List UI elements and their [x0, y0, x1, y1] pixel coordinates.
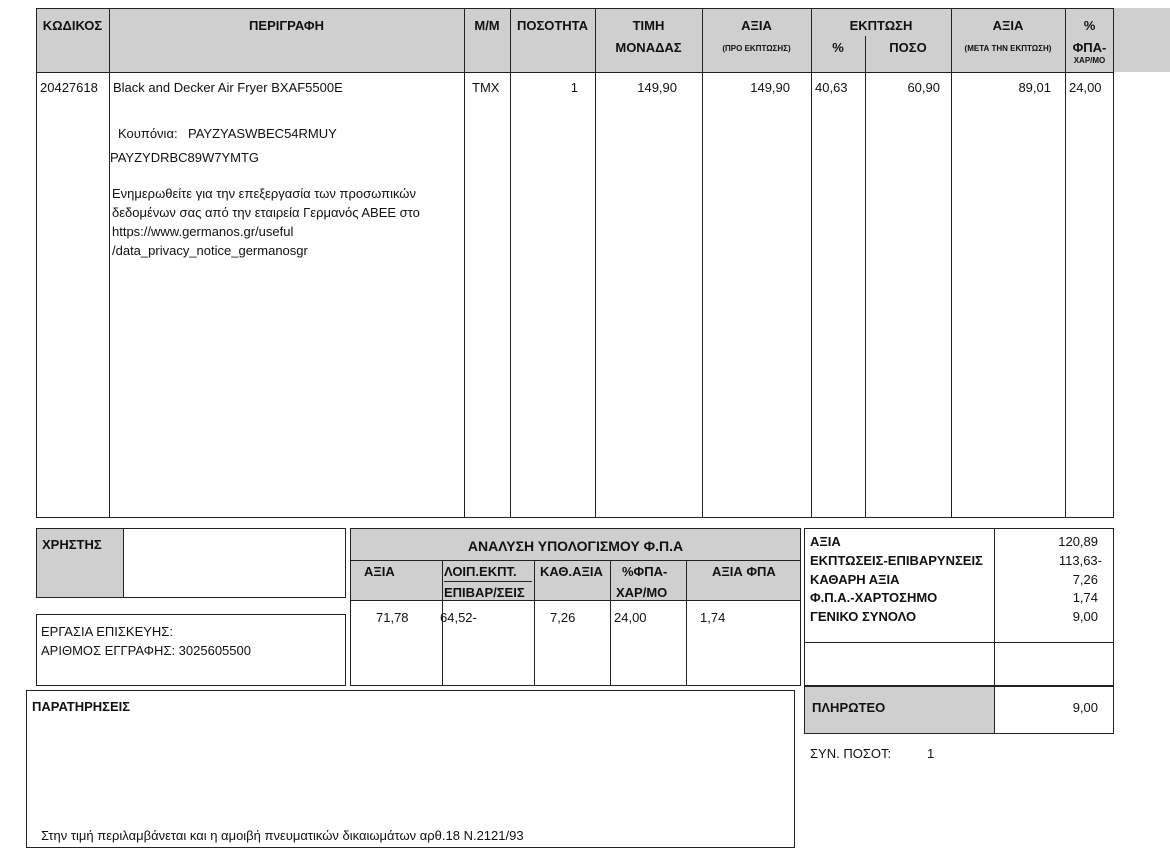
totals-label-grand: ΓΕΝΙΚΟ ΣΥΝΟΛΟ	[810, 609, 917, 624]
service-box	[36, 614, 346, 686]
header-value-after: ΑΞΙΑ	[992, 18, 1024, 33]
header-code: ΚΩΔΙΚΟΣ	[42, 18, 103, 33]
row-code: 20427618	[40, 80, 98, 95]
privacy-line-3[interactable]: https://www.germanos.gr/useful	[112, 224, 294, 239]
vat-other: 64,52-	[440, 610, 477, 625]
totals-value-net: 7,26	[1072, 572, 1098, 587]
totals-value-value: 120,89	[1058, 534, 1098, 549]
header-value-before: ΑΞΙΑ	[741, 18, 772, 33]
remarks-box	[26, 690, 795, 848]
privacy-line-1: Ενημερωθείτε για την επεξεργασία των προσωπικών	[112, 186, 416, 201]
remarks-note: Στην τιμή περιλαμβάνεται και η αμοιβή πνευματικών δικαιωμάτων αρθ.18 Ν.2121/93	[41, 828, 524, 843]
row-unit: ΤΜΧ	[472, 80, 500, 95]
header-description: ΠΕΡΙΓΡΑΦΗ	[249, 18, 324, 33]
coupon-code-2: PAYZYDRBC89W7YMTG	[110, 150, 260, 165]
totals-label-vat: Φ.Π.Α.-ΧΑΡΤΟΣΗΜΟ	[810, 590, 938, 605]
vat-col-other-1: ΛΟΙΠ.ΕΚΠΤ.	[444, 564, 517, 579]
header-discount: ΕΚΠΤΩΣΗ	[849, 18, 913, 33]
vat-col-vat-value: ΑΞΙΑ ΦΠΑ	[712, 564, 776, 579]
registration-number: ΑΡΙΘΜΟΣ ΕΓΓΡΑΦΗΣ: 3025605500	[41, 643, 251, 658]
remarks-label: ΠΑΡΑΤΗΡΗΣΕΙΣ	[32, 699, 131, 714]
header-discount-amount: ΠΟΣΟ	[889, 40, 927, 55]
total-quantity-value: 1	[927, 746, 935, 761]
totals-label-net: ΚΑΘΑΡΗ ΑΞΙΑ	[810, 572, 900, 587]
vat-analysis	[350, 528, 801, 686]
header-vat-label: ΦΠΑ-	[1072, 40, 1107, 55]
row-value-before: 149,90	[750, 80, 790, 95]
totals-label-discounts: ΕΚΠΤΩΣΕΙΣ-ΕΠΙΒΑΡΥΝΣΕΙΣ	[810, 553, 983, 568]
vat-vat-value: 1,74	[700, 610, 726, 625]
header-unit-price-2: ΜΟΝΑΔΑΣ	[615, 40, 682, 55]
header-value-after-sub: (ΜΕΤΑ ΤΗΝ ΕΚΠΤΩΣΗ)	[964, 44, 1052, 53]
row-value-after: 89,01	[1018, 80, 1051, 95]
user-box	[36, 528, 346, 598]
totals-value-discounts: 113,63-	[1058, 553, 1102, 568]
vat-col-pct-1: %ΦΠΑ-	[622, 564, 668, 579]
header-vat-pct: %	[1083, 18, 1096, 33]
row-quantity: 1	[570, 80, 578, 95]
header-unit-price: ΤΙΜΗ	[632, 18, 665, 33]
totals-value-grand: 9,00	[1072, 609, 1098, 624]
row-description: Black and Decker Air Fryer BXAF5500E	[113, 80, 343, 95]
row-unit-price: 149,90	[637, 80, 677, 95]
total-quantity-label: ΣΥΝ. ΠΟΣΟΤ:	[810, 746, 892, 761]
row-vat-pct: 24,00	[1069, 80, 1102, 95]
payable-value: 9,00	[1072, 700, 1098, 715]
row-discount-amount: 60,90	[907, 80, 940, 95]
vat-col-other-2: ΕΠΙΒΑΡ/ΣΕΙΣ	[444, 585, 525, 600]
header-unit: Μ/Μ	[474, 18, 500, 33]
payable-label: ΠΛΗΡΩΤΕΟ	[812, 700, 886, 715]
vat-analysis-title: ΑΝΑΛΥΣΗ ΥΠΟΛΟΓΙΣΜΟΥ Φ.Π.Α	[467, 538, 684, 554]
totals-value-vat: 1,74	[1072, 590, 1098, 605]
totals-label-value: ΑΞΙΑ	[810, 534, 841, 549]
coupon-code-1: PAYZYASWBEC54RMUY	[188, 126, 337, 141]
user-label: ΧΡΗΣΤΗΣ	[42, 537, 102, 552]
header-discount-pct: %	[832, 40, 844, 55]
row-discount-pct: 40,63	[815, 80, 848, 95]
items-table	[36, 8, 1114, 518]
vat-col-value: ΑΞΙΑ	[364, 564, 395, 579]
totals-box	[804, 528, 1114, 686]
payable-box	[804, 686, 1114, 734]
coupons-label: Κουπόνια:	[118, 126, 178, 141]
vat-col-net: ΚΑΘ.ΑΞΙΑ	[540, 564, 603, 579]
header-vat-sub: ΧΑΡ/ΜΟ	[1073, 56, 1106, 65]
vat-pct: 24,00	[614, 610, 647, 625]
vat-col-pct-2: ΧΑΡ/ΜΟ	[616, 585, 668, 600]
service-label: ΕΡΓΑΣΙΑ ΕΠΙΣΚΕΥΗΣ:	[41, 624, 173, 639]
vat-net: 7,26	[550, 610, 576, 625]
privacy-line-2: δεδομένων σας από την εταιρεία Γερμανός ΑΒΕΕ στο	[112, 205, 420, 220]
header-value-before-sub: (ΠΡΟ ΕΚΠΤΩΣΗΣ)	[722, 44, 791, 53]
privacy-line-4[interactable]: /data_privacy_notice_germanosgr	[112, 243, 308, 258]
header-quantity: ΠΟΣΟΤΗΤΑ	[516, 18, 589, 33]
vat-value: 71,78	[376, 610, 409, 625]
